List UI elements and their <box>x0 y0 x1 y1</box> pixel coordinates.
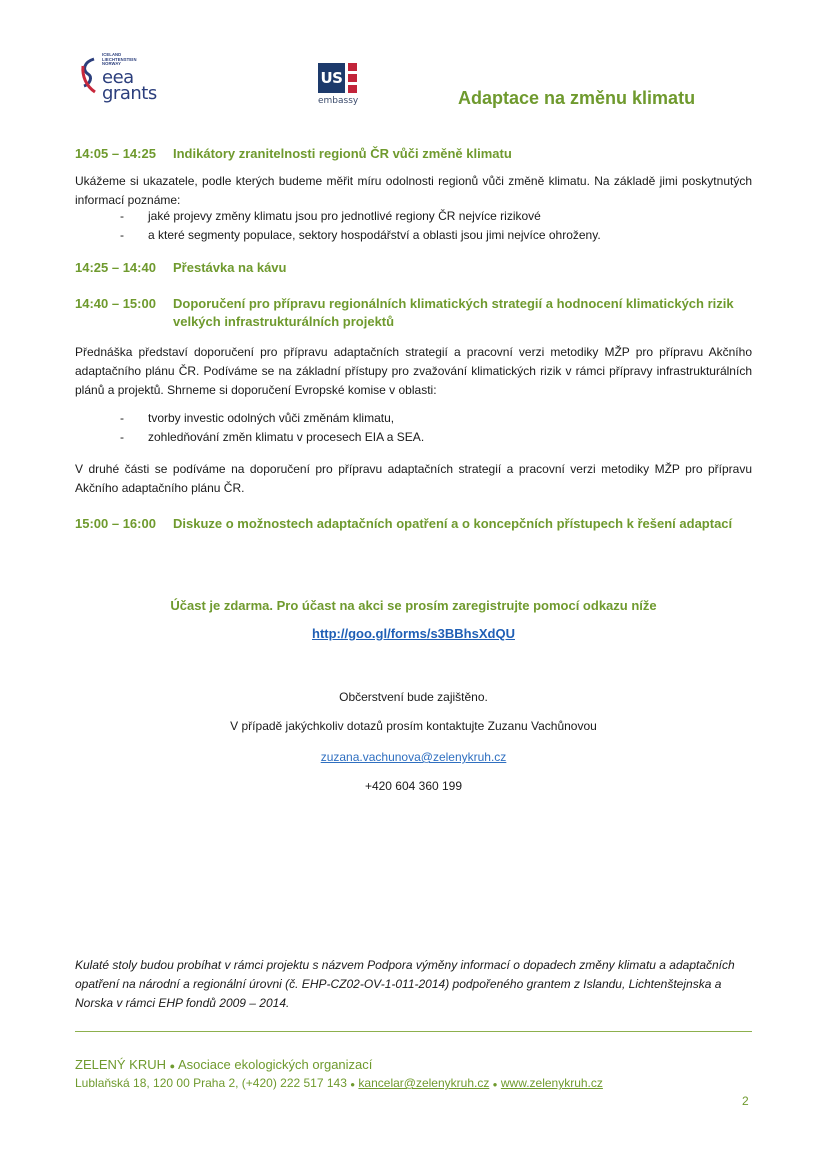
eea-grants-logo <box>80 52 170 108</box>
bullet-dash: - <box>120 209 124 223</box>
footer-email-link[interactable]: kancelar@zelenykruh.cz <box>358 1076 490 1090</box>
page-number: 2 <box>742 1094 749 1108</box>
contact-email-row <box>0 750 827 764</box>
eea-line-norway: NORWAY <box>102 61 121 67</box>
refreshments-text: Občerstvení bude zajištěno. <box>339 690 488 704</box>
eea-line-liechtenstein: LIECHTENSTEIN <box>102 56 137 62</box>
agenda-item-4-heading <box>75 515 755 533</box>
eea-swirl-icon <box>80 56 98 96</box>
registration-link[interactable]: http://goo.gl/forms/s3BBhsXdQU <box>312 626 515 641</box>
agenda-item-3-bullets <box>120 409 750 447</box>
agenda-time: 14:05 – 14:25 <box>75 146 156 161</box>
document-title: Adaptace na změnu klimatu <box>458 88 696 108</box>
bullet-separator-icon: ● <box>350 1080 356 1089</box>
agenda-item-3-description: Přednáška představí doporučení pro přípravu adaptačních strategií a pracovní verzi metodiky MŽP pro přípravu Akčního adaptačního plánu ČR. Podíváme se na základní přístupy pro zvažování klimatických rizik v rámci přípravy infrastrukturálních plánů a projektů. Shrneme si doporučení Evropské komise v oblasti: <box>75 345 752 397</box>
bullet-separator-icon: ● <box>169 1061 176 1071</box>
agenda-item-3-followup: V druhé části se podíváme na doporučení pro přípravu adaptačních strategií a pracovní verzi metodiky MŽP pro přípravu Akčního adaptačního plánu ČR. <box>75 462 752 495</box>
agenda-item-1-description: Ukážeme si ukazatele, podle kterých budeme měřit míru odolnosti regionů vůči změně klimatu. Na základě jimi poskytnutých informací poznáme: <box>75 174 752 207</box>
agenda-item-1-heading <box>75 145 755 163</box>
agenda-time: 15:00 – 16:00 <box>75 516 156 531</box>
bullet-item <box>120 226 750 245</box>
agenda-item-2-heading <box>75 259 755 277</box>
agenda-topic: Doporučení pro přípravu regionálních klimatických strategií a hodnocení klimatických rizik velkých infrastrukturálních projektů <box>173 296 734 329</box>
bullet-text: zohledňování změn klimatu v procesech EIA a SEA. <box>148 430 425 444</box>
bullet-separator-icon: ● <box>492 1080 498 1089</box>
bullet-item <box>120 207 750 226</box>
eea-line-iceland: ICELAND <box>102 52 122 57</box>
eea-word: eea <box>102 67 134 88</box>
eea-country-list <box>102 53 137 67</box>
footer-org-desc: Asociace ekologických organizací <box>178 1057 373 1072</box>
bullet-dash: - <box>120 430 124 444</box>
bullet-text: jaké projevy změny klimatu jsou pro jednotlivé regiony ČR nejvíce rizikové <box>148 209 541 223</box>
footer-web-link[interactable]: www.zelenykruh.cz <box>500 1076 603 1090</box>
bullet-dash: - <box>120 411 124 425</box>
agenda-item-1-bullets <box>120 207 750 245</box>
project-note: Kulaté stoly budou probíhat v rámci projektu s názvem Podpora výměny informací o dopadech změny klimatu a adaptačních opatření na národní a regionální úrovni (č. EHP-CZ02-OV-1-011-2014) podpořeného grantem z Islandu, Lichtenštejnska a Norska v rámci EHP fondů 2009 – 2014. <box>75 958 735 1010</box>
us-embassy-logo <box>318 63 362 109</box>
registration-link-row <box>0 626 827 641</box>
agenda-time: 14:25 – 14:40 <box>75 260 156 275</box>
registration-text: Účast je zdarma. Pro účast na akci se prosím zaregistrujte pomocí odkazu níže <box>170 598 657 613</box>
bullet-item <box>120 409 750 428</box>
agenda-item-3-heading <box>75 295 755 331</box>
us-flag-bars-icon <box>348 63 357 93</box>
bullet-dash: - <box>120 228 124 242</box>
agenda-topic: Přestávka na kávu <box>173 260 287 275</box>
bullet-text: a které segmenty populace, sektory hospodářství a oblasti jsou jimi nejvíce ohroženy. <box>148 228 601 242</box>
agenda-topic: Indikátory zranitelnosti regionů ČR vůči změně klimatu <box>173 146 512 161</box>
agenda-time: 14:40 – 15:00 <box>75 296 156 311</box>
agenda-topic: Diskuze o možnostech adaptačních opatření a o koncepčních přístupech k řešení adaptací <box>173 516 733 531</box>
footer-address: Lublaňská 18, 120 00 Praha 2, (+420) 222 517 143 <box>75 1076 347 1090</box>
bullet-text: tvorby investic odolných vůči změnám klimatu, <box>148 411 395 425</box>
footer-org-line <box>75 1057 372 1072</box>
contact-phone: +420 604 360 199 <box>364 779 463 793</box>
footer-divider <box>75 1031 752 1032</box>
bullet-item <box>120 428 750 447</box>
contact-email-link[interactable]: zuzana.vachunova@zelenykruh.cz <box>320 750 507 764</box>
grants-word: grants <box>102 83 157 104</box>
us-caption: embassy <box>318 96 359 106</box>
footer-contact-line <box>75 1076 603 1090</box>
contact-text: V případě jakýchkoliv dotazů prosím kontaktujte Zuzanu Vachůnovou <box>230 719 597 733</box>
footer-org-name: ZELENÝ KRUH <box>75 1057 167 1072</box>
us-box: US <box>318 63 345 93</box>
